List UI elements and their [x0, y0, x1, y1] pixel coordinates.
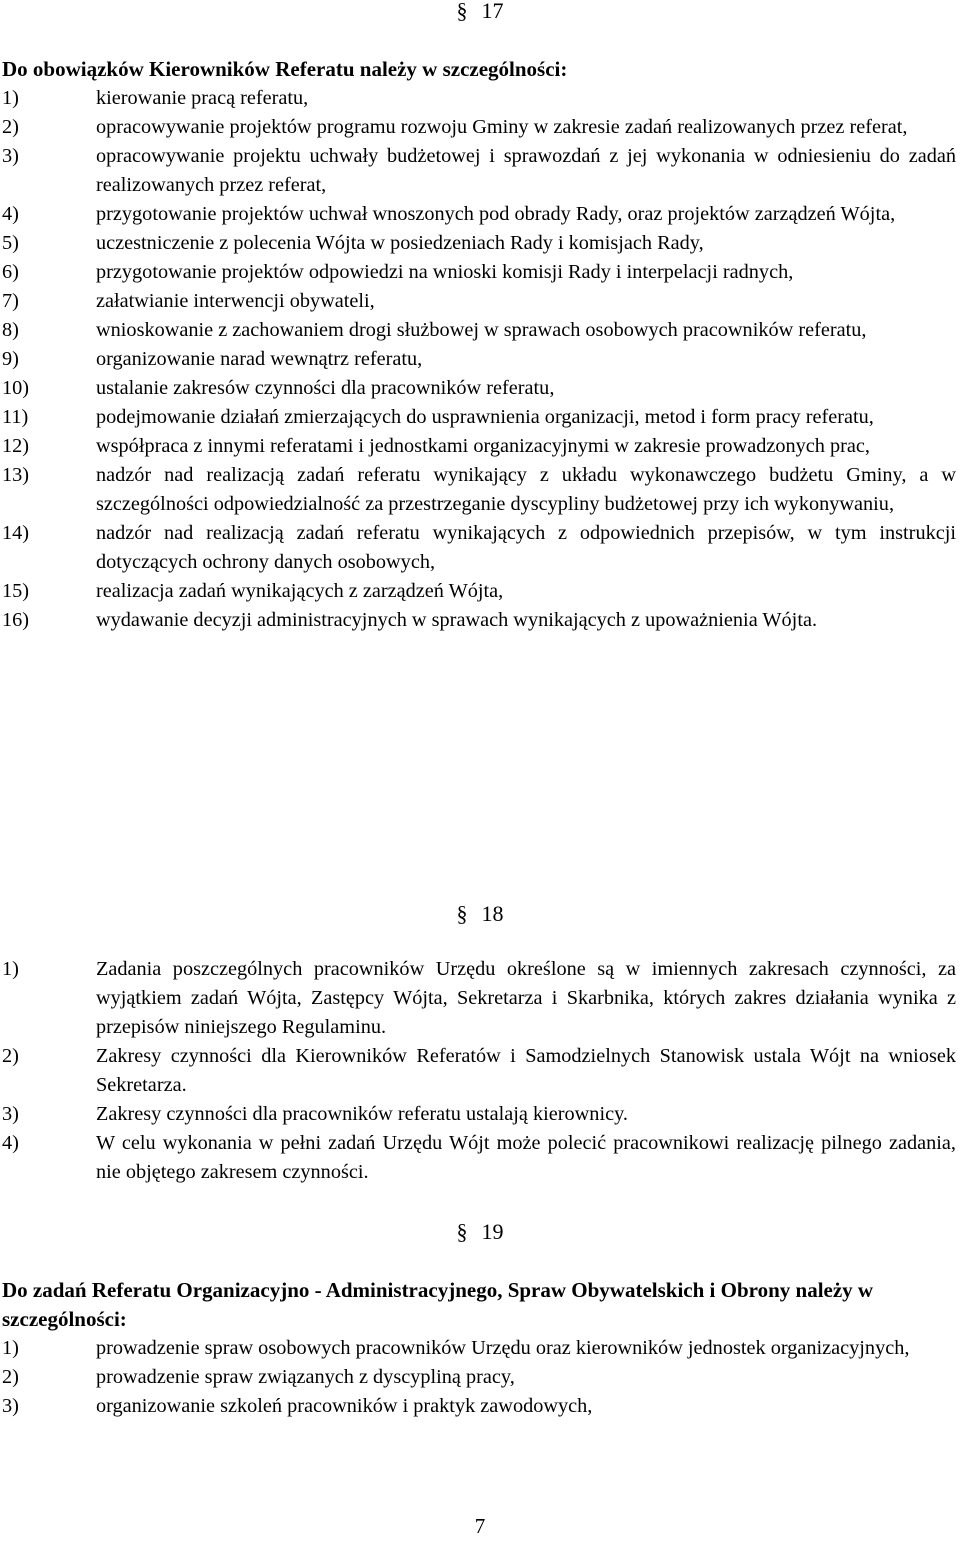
section-19-list	[0, 1334, 956, 1421]
item-number: 2)	[2, 1366, 19, 1388]
section-number: 19	[481, 1219, 504, 1244]
section-symbol: §	[456, 901, 468, 926]
list-item	[0, 374, 956, 403]
item-number: 8)	[2, 319, 19, 341]
item-number: 3)	[2, 145, 19, 167]
item-text: organizowanie narad wewnątrz referatu,	[96, 348, 423, 370]
item-number: 3)	[2, 1395, 19, 1417]
section-symbol: §	[456, 0, 468, 23]
item-text: organizowanie szkoleń pracowników i praktyk zawodowych,	[96, 1395, 593, 1417]
list-item	[0, 345, 956, 374]
item-text: podejmowanie działań zmierzających do usprawnienia organizacji, metod i form pracy referatu,	[96, 406, 874, 428]
list-item	[0, 258, 956, 287]
item-number: 1)	[2, 958, 19, 980]
section-17-heading: Do obowiązków Kierowników Referatu należy w szczególności:	[2, 57, 568, 81]
list-item	[0, 113, 956, 142]
item-text: kierowanie pracą referatu,	[96, 87, 309, 109]
item-number: 4)	[2, 1132, 19, 1154]
item-text: przygotowanie projektów uchwał wnoszonych pod obrady Rady, oraz projektów zarządzeń Wójta,	[96, 203, 896, 225]
item-text: realizacja zadań wynikających z zarządzeń Wójta,	[96, 580, 504, 602]
list-item	[0, 955, 956, 1042]
item-number: 10)	[2, 377, 30, 399]
item-text: prowadzenie spraw związanych z dyscypliną pracy,	[96, 1366, 515, 1388]
item-text: Zakresy czynności dla pracowników referatu ustalają kierownicy.	[96, 1103, 628, 1125]
list-item	[0, 1129, 956, 1187]
section-symbol: §	[456, 1219, 468, 1244]
list-item	[0, 84, 956, 113]
list-item	[0, 229, 956, 258]
list-item	[0, 1334, 956, 1363]
section-17-title	[0, 0, 960, 25]
item-number: 12)	[2, 435, 30, 457]
list-item	[0, 432, 956, 461]
item-text: W celu wykonania w pełni zadań Urzędu Wójt może polecić pracownikowi realizację pilnego zadania, nie objętego zakresem czynności.	[96, 1132, 956, 1183]
item-text: współpraca z innymi referatami i jednostkami organizacyjnymi w zakresie prowadzonych prac,	[96, 435, 870, 457]
list-item	[0, 1363, 956, 1392]
list-item	[0, 200, 956, 229]
list-item	[0, 142, 956, 200]
section-number: 17	[481, 0, 504, 23]
item-text: opracowywanie projektu uchwały budżetowej i sprawozdań z jej wykonania w odniesieniu do zadań realizowanych przez referat,	[96, 145, 956, 196]
item-text: prowadzenie spraw osobowych pracowników Urzędu oraz kierowników jednostek organizacyjnych,	[96, 1337, 910, 1359]
item-text: ustalanie zakresów czynności dla pracowników referatu,	[96, 377, 555, 399]
item-text: nadzór nad realizacją zadań referatu wynikający z układu wykonawczego budżetu Gminy, a w szczególności odpowiedzialność za przestrzeganie dyscypliny budżetowej przy ich wykonywaniu,	[96, 464, 956, 515]
item-text: wnioskowanie z zachowaniem drogi służbowej w sprawach osobowych pracowników referatu,	[96, 319, 867, 341]
item-text: Zakresy czynności dla Kierowników Referatów i Samodzielnych Stanowisk ustala Wójt na wniosek Sekretarza.	[96, 1045, 956, 1096]
item-number: 16)	[2, 609, 30, 631]
item-text: uczestniczenie z polecenia Wójta w posiedzeniach Rady i komisjach Rady,	[96, 232, 704, 254]
list-item	[0, 461, 956, 519]
list-item	[0, 316, 956, 345]
item-number: 5)	[2, 232, 19, 254]
list-item	[0, 403, 956, 432]
item-number: 1)	[2, 1337, 19, 1359]
section-18-list	[0, 955, 956, 1187]
item-text: Zadania poszczególnych pracowników Urzędu określone są w imiennych zakresach czynności, za wyjątkiem zadań Wójta, Zastępcy Wójta, Sekretarza i Skarbnika, których zakres działania wynika z przepisów niniejszego Regulaminu.	[96, 958, 956, 1038]
item-number: 13)	[2, 464, 30, 486]
list-item	[0, 287, 956, 316]
item-number: 2)	[2, 1045, 19, 1067]
section-number: 18	[481, 901, 504, 926]
item-number: 3)	[2, 1103, 19, 1125]
list-item	[0, 606, 956, 635]
item-number: 15)	[2, 580, 30, 602]
item-number: 7)	[2, 290, 19, 312]
item-text: nadzór nad realizacją zadań referatu wynikających z odpowiednich przepisów, w tym instrukcji dotyczących ochrony danych osobowych,	[96, 522, 956, 573]
section-17-list	[0, 84, 956, 635]
list-item	[0, 519, 956, 577]
list-item	[0, 1100, 956, 1129]
list-item	[0, 1042, 956, 1100]
item-number: 2)	[2, 116, 19, 138]
item-number: 1)	[2, 87, 19, 109]
section-19-title	[0, 1217, 960, 1246]
item-number: 14)	[2, 522, 30, 544]
item-text: wydawanie decyzji administracyjnych w sprawach wynikających z upoważnienia Wójta.	[96, 609, 818, 631]
section-18-title	[0, 899, 960, 928]
item-number: 11)	[2, 406, 29, 428]
section-19-heading: Do zadań Referatu Organizacyjno - Administracyjnego, Spraw Obywatelskich i Obrony należy w szczególności:	[2, 1278, 874, 1331]
list-item	[0, 577, 956, 606]
item-number: 4)	[2, 203, 19, 225]
item-text: załatwianie interwencji obywateli,	[96, 290, 375, 312]
list-item	[0, 1392, 956, 1421]
item-number: 9)	[2, 348, 19, 370]
item-number: 6)	[2, 261, 19, 283]
item-text: opracowywanie projektów programu rozwoju Gminy w zakresie zadań realizowanych przez referat,	[96, 116, 908, 138]
item-text: przygotowanie projektów odpowiedzi na wnioski komisji Rady i interpelacji radnych,	[96, 261, 794, 283]
page-number: 7	[474, 1514, 486, 1538]
